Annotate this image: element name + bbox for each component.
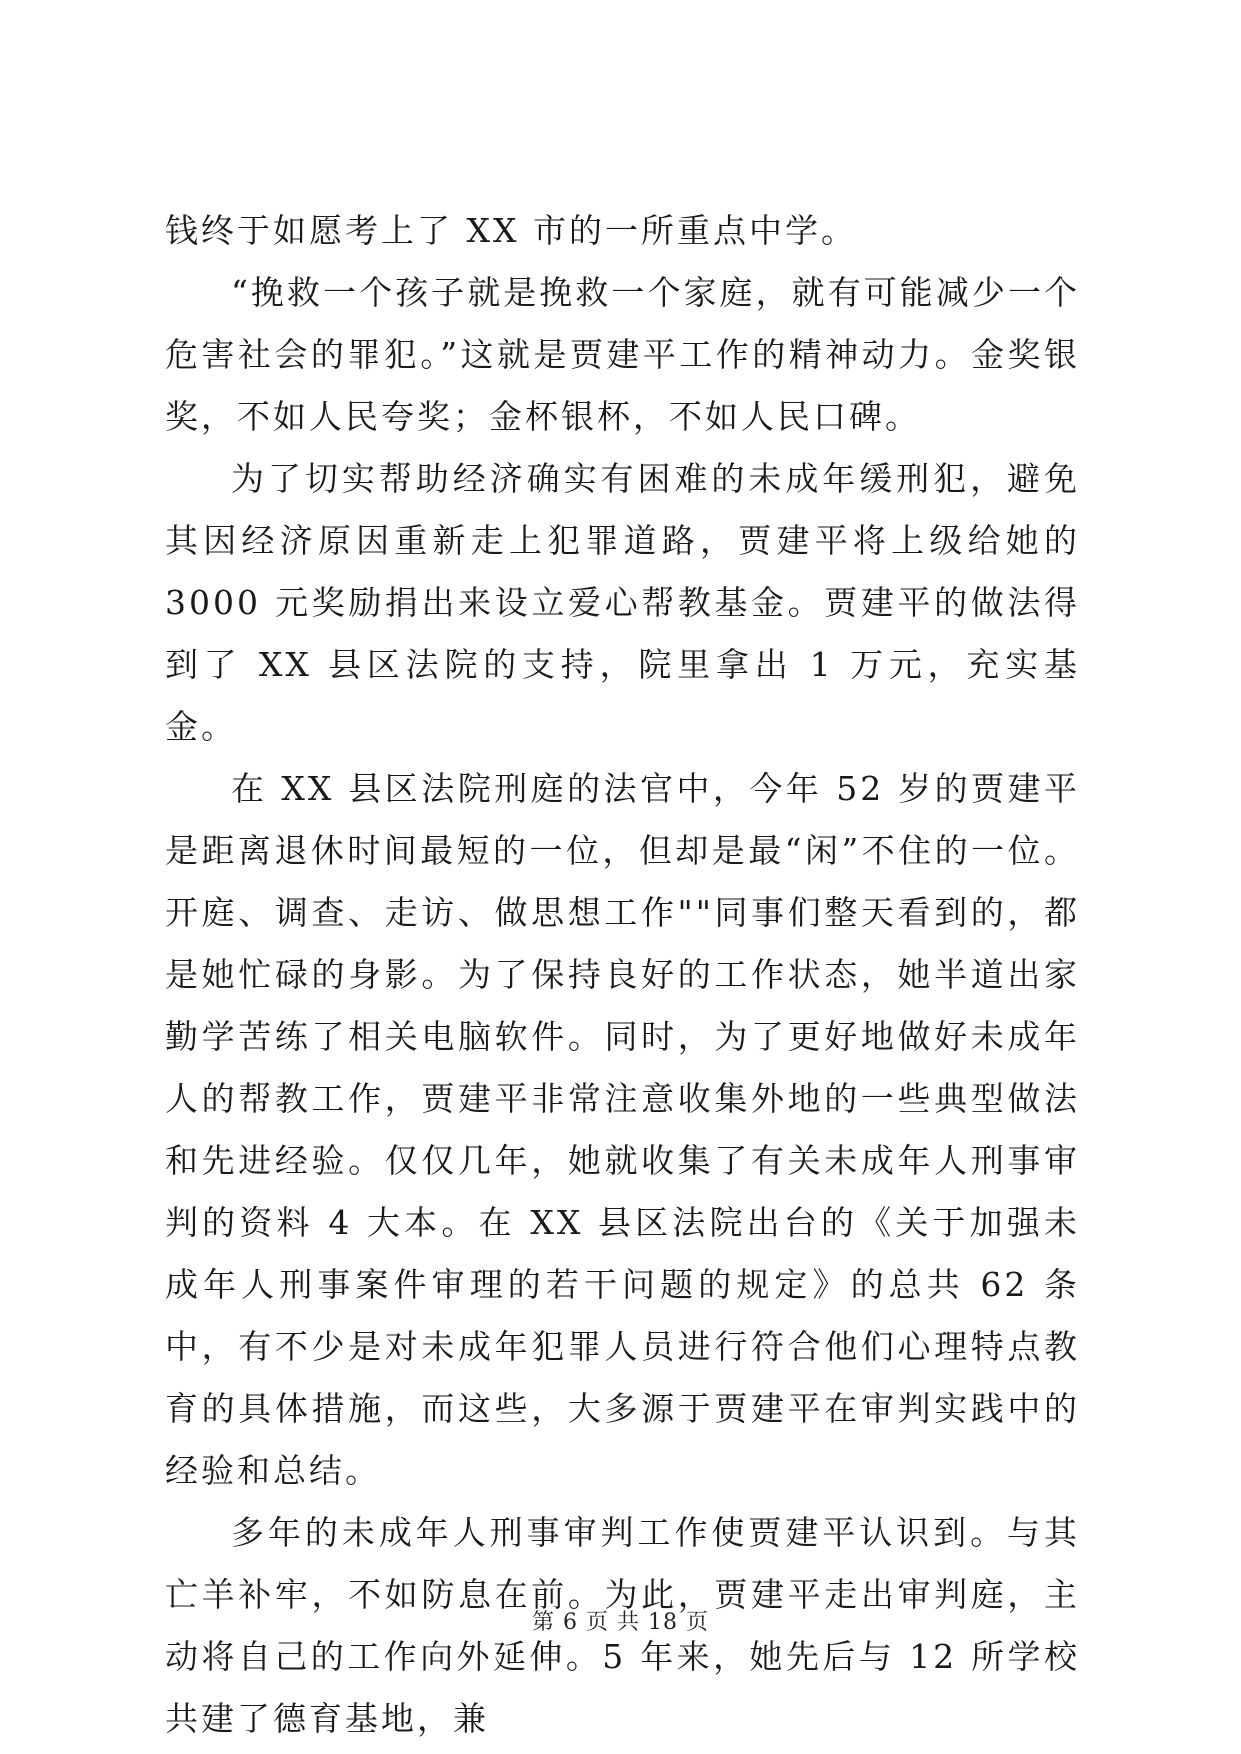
document-body	[165, 200, 1080, 1750]
paragraph-quote-motivation: “挽救一个孩子就是挽救一个家庭，就有可能减少一个危害社会的罪犯。”这就是贾建平工作的精神动力。金奖银奖，不如人民夸奖；金杯银杯，不如人民口碑。	[165, 273, 1080, 436]
paragraph-judge-work: 在 XX 县区法院刑庭的法官中，今年 52 岁的贾建平是距离退休时间最短的一位，但却是最“闲”不住的一位。开庭、调查、走访、做思想工作""同事们整天看到的，都是她忙碌的身影。为了保持良好的工作状态，她半道出家勤学苦练了相关电脑软件。同时，为了更好地做好未成年人的帮教工作，贾建平非常注意收集外地的一些典型做法和先进经验。仅仅几年，她就收集了有关未成年人刑事审判的资料 4 大本。在 XX 县区法院出台的《关于加强未成年人刑事案件审理的若干问题的规定》的总共 62 条中，有不少是对未成年犯罪人员进行符合他们心理特点教育的具体措施，而这些，大多源于贾建平在审判实践中的经验和总结。	[165, 769, 1080, 1490]
paragraph-prevention: 多年的未成年人刑事审判工作使贾建平认识到。与其亡羊补牢，不如防息在前。为此，贾建平走出审判庭，主动将自己的工作向外延伸。5 年来，她先后与 12 所学校共建了德育基地，兼	[165, 1513, 1080, 1738]
page-number-footer: 第 6 页 共 18 页	[532, 1610, 709, 1635]
paragraph-continuation: 钱终于如愿考上了 XX 市的一所重点中学。	[165, 211, 857, 250]
paragraph-fund: 为了切实帮助经济确实有困难的未成年缓刑犯，避免其因经济原因重新走上犯罪道路，贾建平将上级给她的 3000 元奖励捐出来设立爱心帮教基金。贾建平的做法得到了 XX 县区法院的支持，院里拿出 1 万元，充实基金。	[165, 459, 1080, 746]
